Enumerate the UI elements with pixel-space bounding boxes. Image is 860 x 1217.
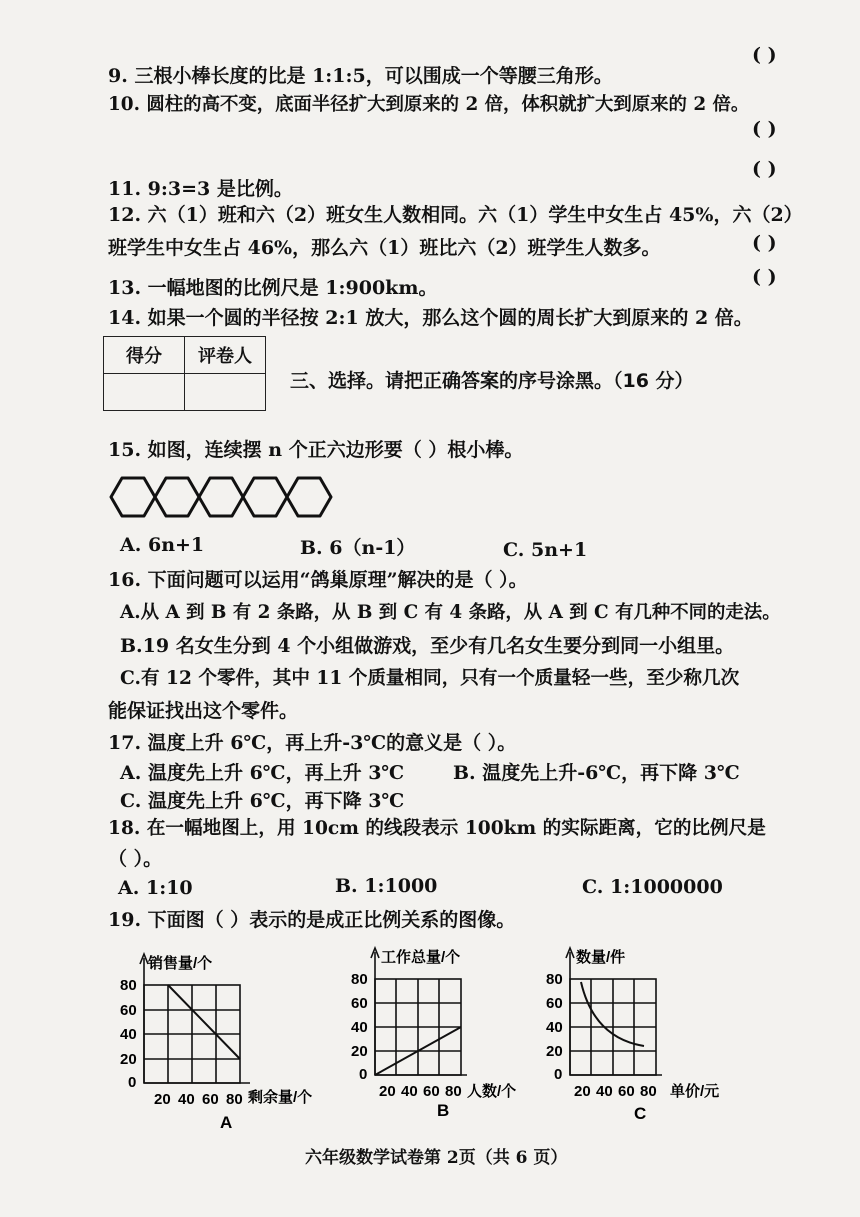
section-3-title: 三、选择。请把正确答案的序号涂黑。（16 分）: [290, 370, 694, 392]
q15-option-c[interactable]: C. 5n+1: [503, 539, 588, 561]
graph-a-xtick-80: 80: [226, 1091, 243, 1108]
q17-option-c[interactable]: C. 温度先上升 6℃，再下降 3℃: [120, 790, 405, 812]
answer-paren-11: ( ): [752, 158, 777, 180]
question-17: 17. 温度上升 6℃，再上升-3℃的意义是（ ）。: [108, 732, 517, 754]
graph-c-xtick-20: 20: [574, 1083, 591, 1100]
question-15: 15. 如图，连续摆 n 个正六边形要（ ）根小棒。: [108, 439, 524, 461]
graph-a-ytick-20: 20: [120, 1051, 137, 1068]
grader-cell: [185, 374, 266, 411]
q18-option-c[interactable]: C. 1:1000000: [582, 876, 723, 898]
graph-b-letter[interactable]: B: [437, 1101, 450, 1120]
graph-b-xlabel: 人数/个: [467, 1083, 517, 1100]
score-header: 得分: [104, 337, 185, 374]
graph-c-ytick-80: 80: [546, 971, 563, 988]
graph-a-ylabel: 销售量/个: [148, 955, 213, 972]
page-footer: 六年级数学试卷第 2页（共 6 页）: [305, 1148, 568, 1168]
graph-a-ytick-0: 0: [128, 1074, 137, 1091]
answer-paren-13: ( ): [752, 266, 777, 288]
graph-b-xtick-60: 60: [423, 1083, 440, 1100]
q18-option-b[interactable]: B. 1:1000: [335, 875, 438, 897]
graph-c-xlabel: 单价/元: [670, 1083, 720, 1100]
score-table: [103, 336, 266, 411]
q16-option-b[interactable]: B.19 名女生分到 4 个小组做游戏，至少有几名女生要分到同一小组里。: [120, 635, 735, 657]
graph-b-ytick-0: 0: [359, 1066, 368, 1083]
answer-paren-12: ( ): [752, 232, 777, 254]
q15-option-b[interactable]: B. 6（n-1）: [300, 537, 416, 559]
graph-b-ytick-80: 80: [351, 971, 368, 988]
q17-option-b[interactable]: B. 温度先上升-6℃，再下降 3℃: [453, 762, 740, 784]
question-9: 9. 三根小棒长度的比是 1:1:5，可以围成一个等腰三角形。: [108, 65, 613, 87]
graph-a-ytick-40: 40: [120, 1026, 137, 1043]
graph-b-xtick-40: 40: [401, 1083, 418, 1100]
graph-c: [540, 942, 755, 1131]
graph-c-ytick-60: 60: [546, 995, 563, 1012]
question-11: 11. 9:3=3 是比例。: [108, 178, 293, 200]
graph-a-xlabel: 剩余量/个: [248, 1089, 313, 1106]
graph-c-ytick-0: 0: [554, 1066, 563, 1083]
graph-c-ytick-20: 20: [546, 1043, 563, 1060]
question-18: 18. 在一幅地图上，用 10cm 的线段表示 100km 的实际距离，它的比例尺是: [108, 818, 766, 839]
grader-header: 评卷人: [185, 337, 266, 374]
q17-option-a[interactable]: A. 温度先上升 6℃，再上升 3℃: [120, 762, 405, 784]
graph-b: [345, 942, 545, 1126]
q16-option-c-line2: 能保证找出这个零件。: [108, 700, 299, 722]
question-16: 16. 下面问题可以运用“鸽巢原理”解决的是（ ）。: [108, 569, 528, 591]
score-cell: [104, 374, 185, 411]
hexagon-chain-figure: [105, 472, 345, 522]
q15-option-a[interactable]: A. 6n+1: [120, 534, 205, 556]
graph-b-ytick-20: 20: [351, 1043, 368, 1060]
question-12-line1: 12. 六（1）班和六（2）班女生人数相同。六（1）学生中女生占 45%，六（2）: [108, 204, 803, 226]
q16-option-c-line1[interactable]: C.有 12 个零件，其中 11 个质量相同，只有一个质量轻一些，至少称几次: [120, 668, 740, 689]
graph-c-xtick-60: 60: [618, 1083, 635, 1100]
graph-c-xtick-40: 40: [596, 1083, 613, 1100]
question-18-paren: （ ）。: [108, 848, 163, 870]
graph-b-xtick-80: 80: [445, 1083, 462, 1100]
graph-b-ytick-40: 40: [351, 1019, 368, 1036]
question-10: 10. 圆柱的高不变，底面半径扩大到原来的 2 倍，体积就扩大到原来的 2 倍。: [108, 94, 750, 115]
graph-c-letter[interactable]: C: [634, 1104, 647, 1123]
graph-a-letter[interactable]: A: [220, 1113, 233, 1132]
question-12-line2: 班学生中女生占 46%，那么六（1）班比六（2）班学生人数多。: [108, 237, 661, 259]
graph-c-ytick-40: 40: [546, 1019, 563, 1036]
graph-c-ylabel: 数量/件: [576, 949, 626, 966]
graph-b-ytick-60: 60: [351, 995, 368, 1012]
graph-a-xtick-40: 40: [178, 1091, 195, 1108]
graph-a-xtick-60: 60: [202, 1091, 219, 1108]
answer-paren-9: ( ): [752, 44, 777, 66]
question-19: 19. 下面图（ ）表示的是成正比例关系的图像。: [108, 909, 516, 931]
q18-option-a[interactable]: A. 1:10: [118, 877, 193, 899]
graph-b-ylabel: 工作总量/个: [381, 949, 461, 966]
question-14: 14. 如果一个圆的半径按 2:1 放大，那么这个圆的周长扩大到原来的 2 倍。: [108, 307, 753, 329]
graph-a: [110, 948, 340, 1137]
graph-a-ytick-60: 60: [120, 1002, 137, 1019]
q16-option-a[interactable]: A.从 A 到 B 有 2 条路，从 B 到 C 有 4 条路，从 A 到 C 有几种不同的走法。: [120, 602, 781, 623]
graph-c-xtick-80: 80: [640, 1083, 657, 1100]
answer-paren-10: ( ): [752, 118, 777, 140]
graph-a-ytick-80: 80: [120, 977, 137, 994]
graph-a-xtick-20: 20: [154, 1091, 171, 1108]
question-13: 13. 一幅地图的比例尺是 1:900km。: [108, 277, 438, 299]
graph-b-xtick-20: 20: [379, 1083, 396, 1100]
